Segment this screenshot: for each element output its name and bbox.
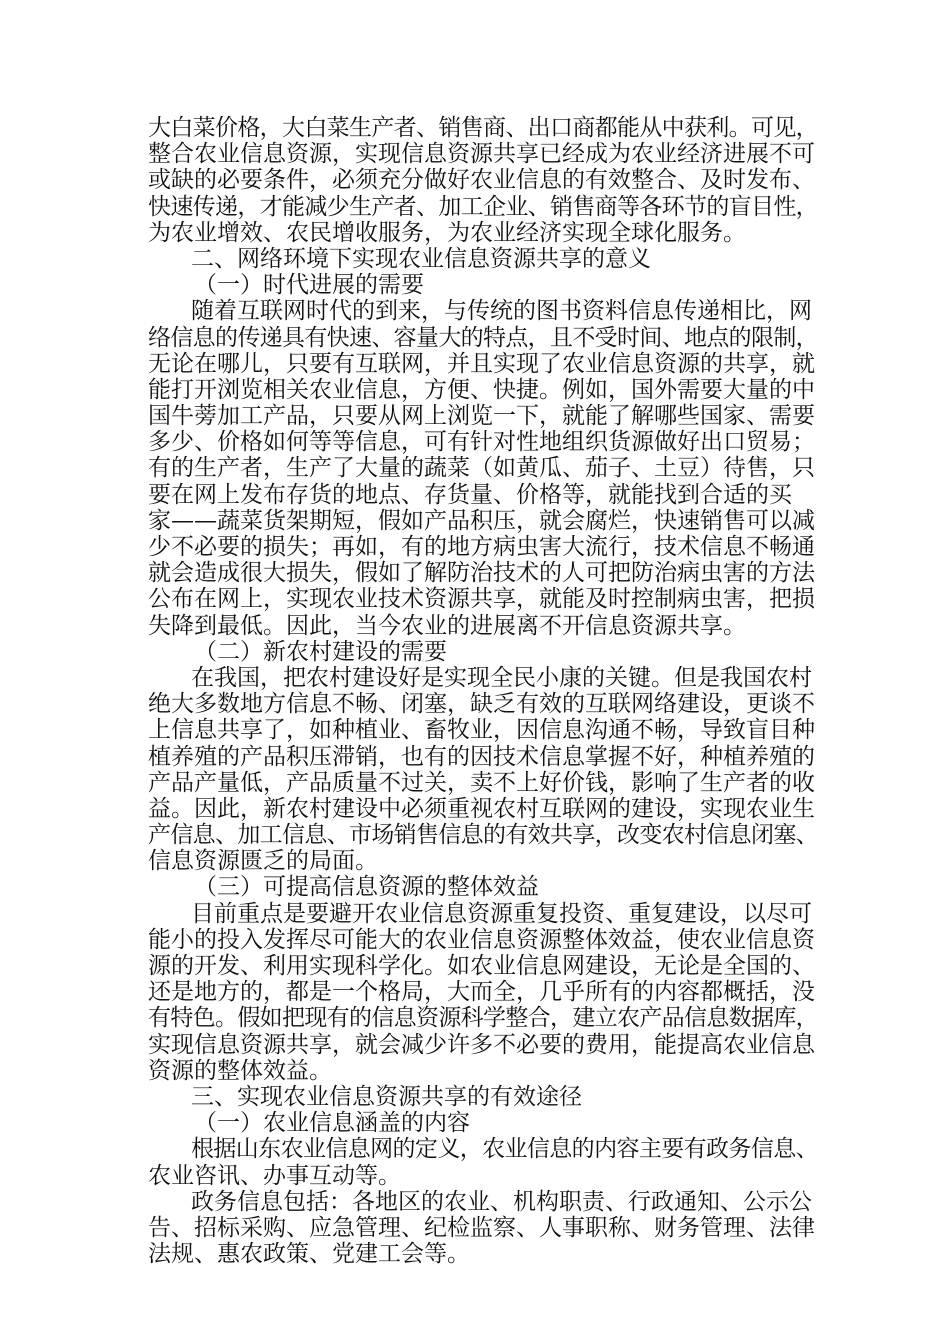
text-line: 快速传递，才能减少生产者、加工企业、销售商等各环节的盲目性， [148,193,819,220]
text-line: 二、网络环境下实现农业信息资源共享的意义 [191,245,651,272]
text-line: 整合农业信息资源，实现信息资源共享已经成为农业经济进展不可 [148,141,815,168]
text-line: 有特色。假如把现有的信息资源科学整合，建立农产品信息数据库， [148,1005,819,1032]
text-line: 法规、惠农政策、党建工会等。 [148,1241,470,1268]
text-line: 家——蔬菜货架期短，假如产品积压，就会腐烂，快速销售可以减 [148,507,815,534]
text-line: 无论在哪儿，只要有互联网，并且实现了农业信息资源的共享，就 [148,350,815,377]
text-line: （一）时代进展的需要 [194,272,424,299]
text-line: 植养殖的产品积压滞销，也有的因技术信息掌握不好，种植养殖的 [148,743,815,770]
text-line: 目前重点是要避开农业信息资源重复投资、重复建设，以尽可 [191,900,812,927]
text-line: 大白菜价格，大白菜生产者、销售商、出口商都能从中获利。可见， [148,115,819,141]
text-line: 能打开浏览相关农业信息，方便、快捷。例如，国外需要大量的中 [148,376,815,403]
text-line: 绝大多数地方信息不畅、闭塞，缺乏有效的互联网络建设，更谈不 [148,691,815,718]
text-line: 少不必要的损失；再如，有的地方病虫害大流行，技术信息不畅通 [148,534,815,560]
text-line: 源的开发、利用实现科学化。如农业信息网建设，无论是全国的、 [148,953,815,979]
text-line: 失降到最低。因此，当今农业的进展离不开信息资源共享。 [148,612,746,639]
text-line: 三、实现农业信息资源共享的有效途径 [191,1083,582,1110]
text-line: 告、招标采购、应急管理、纪检监察、人事职称、财务管理、法律 [148,1214,815,1241]
text-line: （二）新农村建设的需要 [194,638,447,665]
text-line: 有的生产者，生产了大量的蔬菜（如黄瓜、茄子、土豆）待售，只 [148,455,815,482]
text-line: 要在网上发布存货的地点、存货量、价格等，就能找到合适的买 [148,481,792,508]
text-line: 络信息的传递具有快速、容量大的特点，且不受时间、地点的限制， [148,324,819,351]
text-line: 国牛蒡加工产品，只要从网上浏览一下，就能了解哪些国家、需要 [148,403,815,430]
text-line: 资源的整体效益。 [148,1057,332,1084]
text-line: 根据山东农业信息网的定义，农业信息的内容主要有政务信息、 [191,1136,819,1163]
text-line: 在我国，把农村建设好是实现全民小康的关键。但是我国农村 [191,664,812,691]
text-line: 或缺的必要条件，必须充分做好农业信息的有效整合、及时发布、 [148,167,815,194]
text-line: 政务信息包括：各地区的农业、机构职责、行政通知、公示公 [191,1188,812,1215]
text-line: 公布在网上，实现农业技术资源共享，就能及时控制病虫害，把损 [148,586,815,613]
text-line: （一）农业信息涵盖的内容 [194,1110,470,1137]
text-line: 产品产量低，产品质量不过关，卖不上好价钱，影响了生产者的收 [148,769,815,796]
text-line: 上信息共享了，如种植业、畜牧业，因信息沟通不畅，导致盲目种 [148,717,815,744]
document-body [148,115,818,1267]
text-line: 就会造成很大损失，假如了解防治技术的人可把防治病虫害的方法 [148,560,815,587]
text-line: 还是地方的，都是一个格局，大而全，几乎所有的内容都概括，没 [148,979,815,1006]
text-line: 实现信息资源共享，就会减少许多不必要的费用，能提高农业信息 [148,1031,815,1058]
text-line: 信息资源匮乏的局面。 [148,848,378,875]
text-line: 农业咨讯、办事互动等。 [148,1162,401,1189]
text-line: 能小的投入发挥尽可能大的农业信息资源整体效益，使农业信息资 [148,926,815,953]
text-line: 为农业增效、农民增收服务，为农业经济实现全球化服务。 [148,219,746,246]
text-line: 益。因此，新农村建设中必须重视农村互联网的建设，实现农业生 [148,795,815,822]
text-line: （三）可提高信息资源的整体效益 [194,874,539,901]
text-line: 多少、价格如何等等信息，可有针对性地组织货源做好出口贸易； [148,429,815,456]
text-line: 随着互联网时代的到来，与传统的图书资料信息传递相比，网 [191,298,812,325]
text-line: 产信息、加工信息、市场销售信息的有效共享，改变农村信息闭塞、 [148,822,819,849]
